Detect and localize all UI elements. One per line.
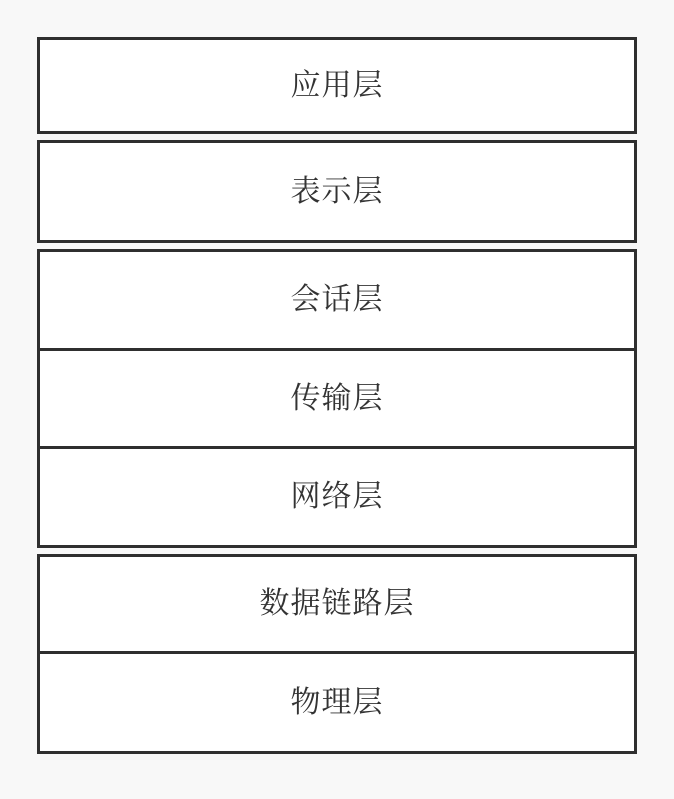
osi-layer-label-network: 网络层 <box>290 480 384 513</box>
osi-layer-box-network <box>37 446 637 548</box>
osi-layer-label-physical: 物理层 <box>290 685 384 719</box>
osi-layer-box-datalink <box>37 554 637 654</box>
osi-layer-box-session <box>37 249 637 351</box>
osi-layer-label-session: 会话层 <box>290 283 384 316</box>
osi-layer-label-application: 应用层 <box>290 68 384 102</box>
osi-layer-box-presentation <box>37 140 637 243</box>
osi-layer-box-application <box>37 37 637 134</box>
osi-layer-stack <box>37 37 637 754</box>
osi-layer-box-physical <box>37 651 637 754</box>
osi-layer-label-transport: 传输层 <box>290 381 384 415</box>
osi-layer-label-presentation: 表示层 <box>290 174 384 208</box>
osi-layer-label-datalink: 数据链路层 <box>259 587 415 620</box>
osi-layer-box-transport <box>37 348 637 449</box>
